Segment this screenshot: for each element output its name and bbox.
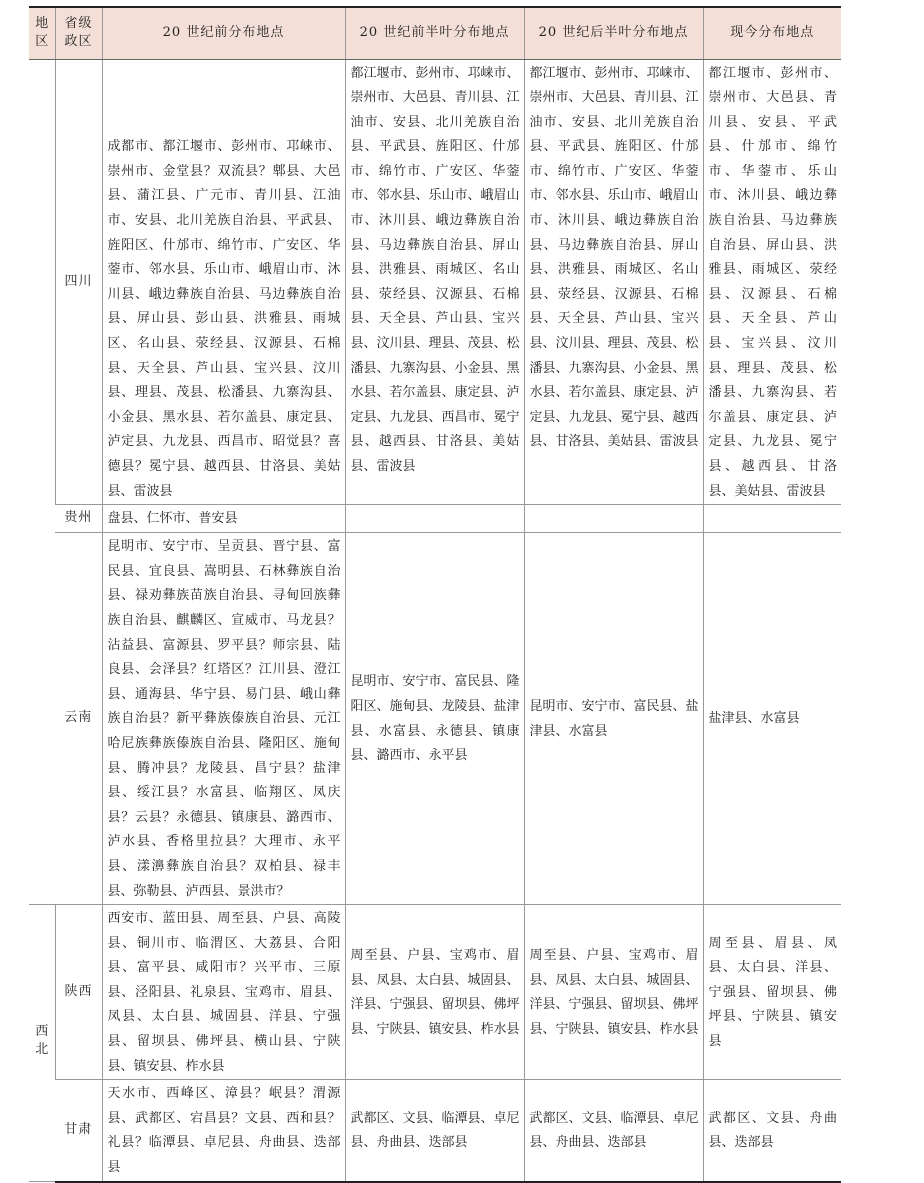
table-row-sichuan [29, 59, 841, 505]
province-cell: 四川 [55, 59, 102, 505]
province-cell: 贵州 [55, 505, 102, 533]
header-row [29, 7, 841, 59]
before-20c-cell: 昆明市、安宁市、呈贡县、晋宁县、富民县、宜良县、嵩明县、石林彝族自治县、禄劝彝族苗族自治县、寻甸回族彝族自治县、麒麟区、宣威市、马龙县？沾益县、富源县、罗平县？师宗县、陆良县、会泽县？红塔区？江川县、澄江县、通海县、华宁县、易门县、峨山彝族自治县？新平彝族傣族自治县、元江哈尼族彝族傣族自治县、隆阳区、施甸县、腾冲县？龙陵县、昌宁县？盐津县、绥江县？水富县、临翔区、凤庆县？云县？永德县、镇康县、潞西市、泸水县、香格里拉县？大理市、永平县、漾濞彝族自治县？双柏县、禄丰县、弥勒县、泸西县、景洪市？ [102, 533, 345, 905]
province-cell: 云南 [55, 533, 102, 905]
header-province: 省级政区 [55, 7, 102, 59]
present-cell: 都江堰市、彭州市、崇州市、大邑县、青川县、安县、平武县、什邡市、绵竹市、华蓥市、乐山市、沐川县、峨边彝族自治县、马边彝族自治县、屏山县、洪雅县、雨城区、荥经县、汉源县、石棉县、天全县、芦山县、宝兴县、汶川县、理县、茂县、松潘县、九寨沟县、若尔盖县、康定县、泸定县、九龙县、冕宁县、越西县、甘洛县、美姑县、雷波县 [703, 59, 841, 505]
late-20c-cell: 都江堰市、彭州市、邛崃市、崇州市、大邑县、青川县、江油市、安县、北川羌族自治县、平武县、旌阳区、什邡市、绵竹市、广安区、华蓥市、邻水县、乐山市、峨眉山市、沐川县、峨边彝族自治县、马边彝族自治县、屏山县、洪雅县、雨城区、名山县、荥经县、汉源县、石棉县、天全县、芦山县、宝兴县、汶川县、理县、茂县、松潘县、九寨沟县、小金县、黑水县、若尔盖县、康定县、泸定县、九龙县、冕宁县、越西县、甘洛县、美姑县、雷波县 [524, 59, 703, 505]
early-20c-cell: 都江堰市、彭州市、邛崃市、崇州市、大邑县、青川县、江油市、安县、北川羌族自治县、平武县、旌阳区、什邡市、绵竹市、广安区、华蓥市、邻水县、乐山市、峨眉山市、沐川县、峨边彝族自治县、马边彝族自治县、屏山县、洪雅县、雨城区、名山县、荥经县、汉源县、石棉县、天全县、芦山县、宝兴县、汶川县、理县、茂县、松潘县、九寨沟县、小金县、黑水县、若尔盖县、康定县、泸定县、九龙县、西昌市、冕宁县、越西县、甘洛县、美姑县、雷波县 [345, 59, 524, 505]
present-cell: 周至县、眉县、凤县、太白县、洋县、宁强县、留坝县、佛坪县、宁陕县、镇安县 [703, 905, 841, 1080]
late-20c-cell: 武都区、文县、临潭县、卓尼县、舟曲县、迭部县 [524, 1080, 703, 1182]
table-row-shaanxi [29, 905, 841, 1080]
header-region: 地区 [29, 7, 55, 59]
early-20c-cell: 昆明市、安宁市、富民县、隆阳区、施甸县、龙陵县、盐津县、水富县、永德县、镇康县、潞西市、永平县 [345, 533, 524, 905]
present-cell: 盐津县、水富县 [703, 533, 841, 905]
province-cell: 陕西 [55, 905, 102, 1080]
table-row-guizhou [29, 505, 841, 533]
header-before-20c: 20 世纪前分布地点 [102, 7, 345, 59]
region-cell-northwest: 西北 [29, 905, 55, 1182]
late-20c-cell: 周至县、户县、宝鸡市、眉县、凤县、太白县、城固县、洋县、宁强县、留坝县、佛坪县、宁陕县、镇安县、柞水县 [524, 905, 703, 1080]
present-cell [703, 505, 841, 533]
distribution-table [29, 6, 841, 1183]
early-20c-cell: 武都区、文县、临潭县、卓尼县、舟曲县、迭部县 [345, 1080, 524, 1182]
early-20c-cell: 周至县、户县、宝鸡市、眉县、凤县、太白县、城固县、洋县、宁强县、留坝县、佛坪县、宁陕县、镇安县、柞水县 [345, 905, 524, 1080]
table-row-gansu [29, 1080, 841, 1182]
late-20c-cell [524, 505, 703, 533]
before-20c-cell: 西安市、蓝田县、周至县、户县、高陵县、铜川市、临渭区、大荔县、合阳县、富平县、咸阳市？兴平市、三原县、泾阳县、礼泉县、宝鸡市、眉县、凤县、太白县、城固县、洋县、宁强县、留坝县、佛坪县、横山县、宁陕县、镇安县、柞水县 [102, 905, 345, 1080]
before-20c-cell: 天水市、西峰区、漳县？岷县？渭源县、武都区、宕昌县？文县、西和县？礼县？临潭县、卓尼县、舟曲县、迭部县 [102, 1080, 345, 1182]
header-present: 现今分布地点 [703, 7, 841, 59]
header-early-20c: 20 世纪前半叶分布地点 [345, 7, 524, 59]
late-20c-cell: 昆明市、安宁市、富民县、盐津县、水富县 [524, 533, 703, 905]
header-late-20c: 20 世纪后半叶分布地点 [524, 7, 703, 59]
region-cell-southwest [29, 59, 55, 905]
table-row-yunnan [29, 533, 841, 905]
before-20c-cell: 成都市、都江堰市、彭州市、邛崃市、崇州市、金堂县？双流县？郫县、大邑县、蒲江县、广元市、青川县、江油市、安县、北川羌族自治县、平武县、旌阳区、什邡市、绵竹市、广安区、华蓥市、邻水县、乐山市、峨眉山市、沐川县、峨边彝族自治县、马边彝族自治县、屏山县、彭山县、洪雅县、雨城区、名山县、荥经县、汉源县、石棉县、天全县、芦山县、宝兴县、汶川县、理县、茂县、松潘县、九寨沟县、小金县、黑水县、若尔盖县、康定县、泸定县、九龙县、西昌市、昭觉县？喜德县？冕宁县、越西县、甘洛县、美姑县、雷波县 [102, 59, 345, 505]
province-cell: 甘肃 [55, 1080, 102, 1182]
early-20c-cell [345, 505, 524, 533]
present-cell: 武都区、文县、舟曲县、迭部县 [703, 1080, 841, 1182]
before-20c-cell: 盘县、仁怀市、普安县 [102, 505, 345, 533]
